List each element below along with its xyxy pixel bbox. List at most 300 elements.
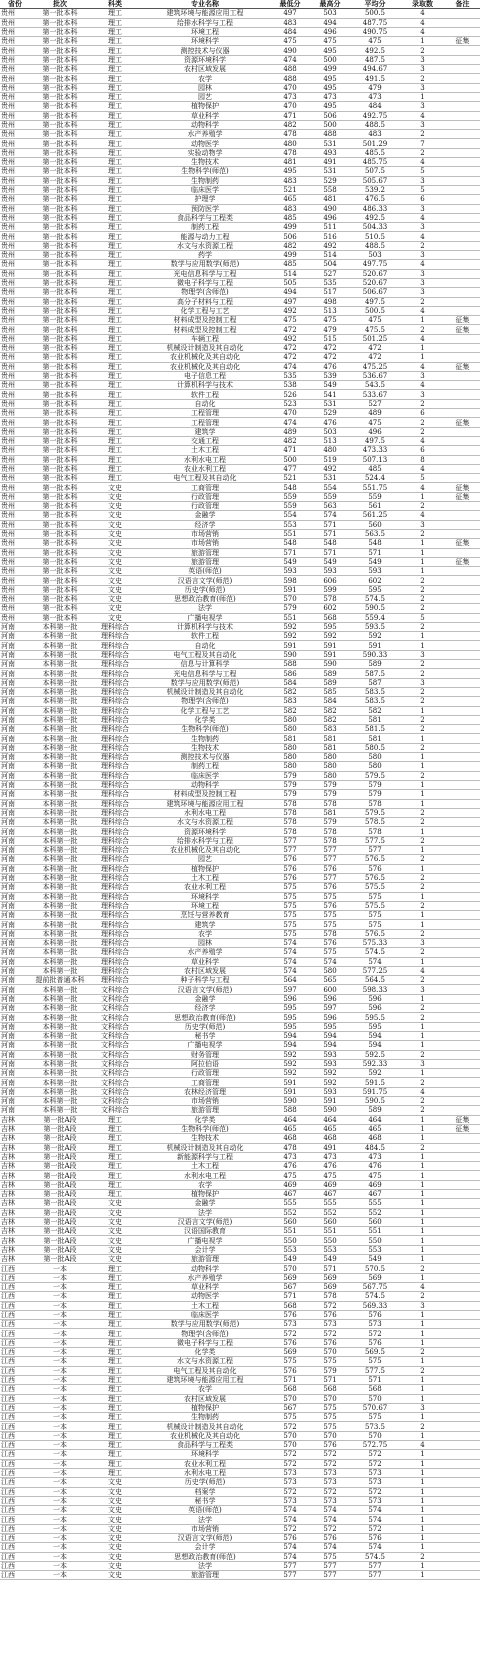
cell-batch: 第一批本科 (30, 362, 90, 371)
cell-admitted-count: 2 (400, 1004, 445, 1013)
cell-min-score: 472 (270, 343, 310, 352)
cell-batch: 本科第一批 (30, 827, 90, 836)
cell-max-score: 559 (310, 492, 350, 501)
cell-avg-score: 497.75 (350, 260, 400, 269)
table-row (0, 167, 480, 176)
table-row (0, 18, 480, 27)
cell-batch: 本科第一批 (30, 1022, 90, 1031)
cell-max-score: 594 (310, 1031, 350, 1040)
cell-remark (445, 529, 480, 538)
table-row (0, 743, 480, 752)
cell-admitted-count: 1 (400, 892, 445, 901)
cell-min-score: 575 (270, 1413, 310, 1422)
cell-avg-score: 590.33 (350, 650, 400, 659)
cell-remark (445, 502, 480, 511)
cell-min-score: 597 (270, 985, 310, 994)
table-row (0, 269, 480, 278)
cell-batch: 本科第一批 (30, 753, 90, 762)
cell-major: 思想政治教育(师范) (140, 1552, 270, 1561)
cell-min-score: 485 (270, 260, 310, 269)
cell-province: 吉林 (0, 1190, 30, 1199)
cell-major: 历史学(师范) (140, 1478, 270, 1487)
cell-batch: 一本 (30, 1413, 90, 1422)
cell-max-score: 577 (310, 1561, 350, 1570)
cell-major: 预防医学 (140, 204, 270, 213)
cell-remark: 征集 (445, 325, 480, 334)
cell-province: 河南 (0, 836, 30, 845)
table-row (0, 1134, 480, 1143)
table-row (0, 1236, 480, 1245)
cell-avg-score: 476.5 (350, 195, 400, 204)
cell-category: 理工 (90, 1441, 140, 1450)
cell-avg-score: 567.75 (350, 1282, 400, 1291)
cell-min-score: 586 (270, 669, 310, 678)
cell-admitted-count: 2 (400, 836, 445, 845)
table-row (0, 213, 480, 222)
cell-admitted-count: 4 (400, 381, 445, 390)
cell-province: 河南 (0, 743, 30, 752)
cell-max-score: 572 (310, 1301, 350, 1310)
cell-avg-score: 539.2 (350, 185, 400, 194)
cell-category: 理工 (90, 111, 140, 120)
cell-min-score: 569 (270, 1273, 310, 1282)
cell-province: 贵州 (0, 409, 30, 418)
cell-major: 历史学(师范) (140, 585, 270, 594)
cell-batch: 一本 (30, 1394, 90, 1403)
cell-remark (445, 585, 480, 594)
cell-avg-score: 570.67 (350, 1403, 400, 1412)
table-row (0, 158, 480, 167)
cell-min-score: 590 (270, 650, 310, 659)
cell-avg-score: 590.5 (350, 1097, 400, 1106)
cell-max-score: 581 (310, 734, 350, 743)
cell-category: 文史 (90, 539, 140, 548)
cell-min-score: 584 (270, 678, 310, 687)
cell-min-score: 572 (270, 1487, 310, 1496)
cell-avg-score: 487.75 (350, 18, 400, 27)
cell-avg-score: 483 (350, 130, 400, 139)
cell-batch: 第一批本科 (30, 343, 90, 352)
table-row (0, 715, 480, 724)
cell-max-score: 577 (310, 855, 350, 864)
cell-batch: 第一批本科 (30, 74, 90, 83)
cell-max-score: 476 (310, 418, 350, 427)
cell-remark (445, 901, 480, 910)
cell-batch: 本科第一批 (30, 669, 90, 678)
cell-remark (445, 994, 480, 1003)
header-admitted-count: 录取数 (400, 0, 445, 9)
cell-province: 贵州 (0, 436, 30, 445)
cell-avg-score: 577.25 (350, 966, 400, 975)
cell-remark (445, 371, 480, 380)
cell-major: 微电子科学与工程 (140, 1338, 270, 1347)
cell-remark (445, 911, 480, 920)
cell-avg-score: 497.5 (350, 297, 400, 306)
table-row (0, 771, 480, 780)
cell-remark (445, 1413, 480, 1422)
cell-major: 数学与应用数学(师范) (140, 678, 270, 687)
cell-admitted-count: 5 (400, 474, 445, 483)
cell-remark (445, 650, 480, 659)
cell-province: 江西 (0, 1478, 30, 1487)
cell-min-score: 576 (270, 855, 310, 864)
table-row (0, 223, 480, 232)
cell-max-score: 578 (310, 1292, 350, 1301)
cell-category: 理工 (90, 1180, 140, 1189)
table-row (0, 1524, 480, 1533)
cell-category: 文史 (90, 604, 140, 613)
cell-min-score: 580 (270, 725, 310, 734)
cell-province: 河南 (0, 827, 30, 836)
cell-max-score: 573 (310, 1496, 350, 1505)
table-row (0, 539, 480, 548)
cell-max-score: 574 (310, 1515, 350, 1524)
cell-major: 环境科学 (140, 892, 270, 901)
cell-province: 河南 (0, 734, 30, 743)
cell-category: 文史 (90, 1208, 140, 1217)
cell-batch: 第一批本科 (30, 306, 90, 315)
cell-max-score: 576 (310, 1310, 350, 1319)
cell-avg-score: 550 (350, 1236, 400, 1245)
cell-max-score: 576 (310, 864, 350, 873)
cell-province: 贵州 (0, 399, 30, 408)
cell-min-score: 488 (270, 74, 310, 83)
cell-max-score: 585 (310, 687, 350, 696)
cell-remark (445, 27, 480, 36)
cell-max-score: 476 (310, 362, 350, 371)
cell-min-score: 465 (270, 195, 310, 204)
cell-batch: 第一批本科 (30, 288, 90, 297)
cell-batch: 第一批A段 (30, 1217, 90, 1226)
table-row (0, 1422, 480, 1431)
table-row (0, 669, 480, 678)
cell-min-score: 592 (270, 632, 310, 641)
cell-province: 贵州 (0, 362, 30, 371)
cell-admitted-count: 3 (400, 65, 445, 74)
header-min-score: 最低分 (270, 0, 310, 9)
cell-major: 农业机械化及其自动化 (140, 362, 270, 371)
cell-batch: 第一批本科 (30, 297, 90, 306)
cell-remark (445, 390, 480, 399)
cell-avg-score: 475.25 (350, 362, 400, 371)
cell-major: 自动化 (140, 641, 270, 650)
cell-admitted-count: 2 (400, 948, 445, 957)
cell-remark (445, 1217, 480, 1226)
table-row (0, 83, 480, 92)
cell-category: 理工 (90, 297, 140, 306)
cell-avg-score: 551.75 (350, 483, 400, 492)
cell-category: 文科综合 (90, 1031, 140, 1040)
cell-max-score: 531 (310, 139, 350, 148)
cell-batch: 第一批本科 (30, 65, 90, 74)
cell-admitted-count: 2 (400, 697, 445, 706)
table-row (0, 1208, 480, 1217)
cell-avg-score: 467 (350, 1190, 400, 1199)
cell-province: 贵州 (0, 102, 30, 111)
cell-admitted-count: 1 (400, 539, 445, 548)
cell-remark (445, 1292, 480, 1301)
cell-province: 贵州 (0, 381, 30, 390)
cell-major: 旅游管理 (140, 1106, 270, 1115)
cell-admitted-count: 3 (400, 1301, 445, 1310)
cell-batch: 第一批A段 (30, 1199, 90, 1208)
cell-admitted-count: 3 (400, 204, 445, 213)
cell-batch: 本科第一批 (30, 1097, 90, 1106)
cell-major: 交通工程 (140, 436, 270, 445)
cell-remark (445, 130, 480, 139)
cell-admitted-count: 1 (400, 353, 445, 362)
cell-major: 工程管理 (140, 418, 270, 427)
cell-category: 理科综合 (90, 678, 140, 687)
cell-major: 财务管理 (140, 1050, 270, 1059)
table-row (0, 1450, 480, 1459)
cell-avg-score: 494.67 (350, 65, 400, 74)
cell-admitted-count: 2 (400, 1422, 445, 1431)
cell-avg-score: 555 (350, 1199, 400, 1208)
cell-min-score: 567 (270, 1282, 310, 1291)
cell-avg-score: 496 (350, 427, 400, 436)
cell-category: 理工 (90, 1124, 140, 1133)
cell-max-score: 480 (310, 446, 350, 455)
cell-avg-score: 500.5 (350, 9, 400, 18)
cell-category: 理工 (90, 1171, 140, 1180)
cell-min-score: 598 (270, 576, 310, 585)
cell-avg-score: 543.5 (350, 381, 400, 390)
cell-admitted-count: 2 (400, 687, 445, 696)
cell-admitted-count: 1 (400, 1124, 445, 1133)
cell-remark (445, 985, 480, 994)
cell-batch: 第一批A段 (30, 1236, 90, 1245)
table-row (0, 799, 480, 808)
cell-avg-score: 572.75 (350, 1441, 400, 1450)
cell-remark (445, 1441, 480, 1450)
cell-min-score: 576 (270, 873, 310, 882)
cell-province: 河南 (0, 1031, 30, 1040)
cell-avg-score: 476 (350, 1162, 400, 1171)
cell-category: 理工 (90, 399, 140, 408)
cell-batch: 本科第一批 (30, 622, 90, 631)
cell-admitted-count: 1 (400, 1385, 445, 1394)
table-row (0, 362, 480, 371)
table-row (0, 1292, 480, 1301)
cell-category: 理工 (90, 325, 140, 334)
cell-remark (445, 678, 480, 687)
cell-remark (445, 139, 480, 148)
table-row (0, 1180, 480, 1189)
cell-province: 江西 (0, 1292, 30, 1301)
cell-max-score: 595 (310, 622, 350, 631)
cell-min-score: 574 (270, 1543, 310, 1552)
cell-major: 工程管理 (140, 409, 270, 418)
cell-max-score: 581 (310, 808, 350, 817)
cell-major: 食品科学与工程类 (140, 213, 270, 222)
cell-major: 生物科学(师范) (140, 1124, 270, 1133)
cell-max-score: 571 (310, 1375, 350, 1384)
cell-major: 土木工程 (140, 446, 270, 455)
cell-min-score: 575 (270, 1357, 310, 1366)
cell-major: 农业水利工程 (140, 1459, 270, 1468)
cell-batch: 第一批本科 (30, 455, 90, 464)
table-row (0, 27, 480, 36)
cell-admitted-count: 3 (400, 1059, 445, 1068)
cell-admitted-count: 1 (400, 632, 445, 641)
cell-category: 理工 (90, 139, 140, 148)
cell-remark (445, 260, 480, 269)
table-row (0, 1004, 480, 1013)
table-row (0, 1190, 480, 1199)
cell-category: 理工 (90, 232, 140, 241)
cell-min-score: 564 (270, 976, 310, 985)
cell-batch: 提前批普通本科 (30, 976, 90, 985)
cell-min-score: 473 (270, 1152, 310, 1161)
cell-category: 文史 (90, 1487, 140, 1496)
cell-admitted-count: 1 (400, 799, 445, 808)
cell-min-score: 535 (270, 371, 310, 380)
cell-max-score: 571 (310, 529, 350, 538)
cell-major: 工商管理 (140, 1078, 270, 1087)
cell-avg-score: 524.4 (350, 474, 400, 483)
cell-category: 文史 (90, 1515, 140, 1524)
cell-min-score: 579 (270, 604, 310, 613)
cell-max-score: 575 (310, 920, 350, 929)
cell-remark (445, 1041, 480, 1050)
table-row (0, 892, 480, 901)
cell-category: 理工 (90, 1162, 140, 1171)
cell-avg-score: 507.5 (350, 167, 400, 176)
cell-major: 市场营销 (140, 529, 270, 538)
cell-max-score: 572 (310, 1329, 350, 1338)
cell-max-score: 596 (310, 1013, 350, 1022)
cell-batch: 一本 (30, 1403, 90, 1412)
cell-province: 吉林 (0, 1199, 30, 1208)
cell-major: 园艺 (140, 855, 270, 864)
cell-category: 理科综合 (90, 827, 140, 836)
table-row (0, 241, 480, 250)
cell-major: 环境科学 (140, 37, 270, 46)
cell-remark (445, 92, 480, 101)
cell-avg-score: 489 (350, 409, 400, 418)
cell-major: 金融学 (140, 511, 270, 520)
cell-major: 草业科学 (140, 111, 270, 120)
cell-province: 贵州 (0, 27, 30, 36)
cell-batch: 一本 (30, 1357, 90, 1366)
cell-min-score: 470 (270, 83, 310, 92)
cell-min-score: 574 (270, 966, 310, 975)
cell-major: 阿拉伯语 (140, 1059, 270, 1068)
header-max-score: 最高分 (310, 0, 350, 9)
cell-category: 文史 (90, 1543, 140, 1552)
table-row (0, 557, 480, 566)
cell-avg-score: 549 (350, 1255, 400, 1264)
cell-avg-score: 503 (350, 251, 400, 260)
cell-max-score: 576 (310, 1338, 350, 1347)
cell-batch: 第一批A段 (30, 1162, 90, 1171)
cell-max-score: 468 (310, 1134, 350, 1143)
cell-admitted-count: 2 (400, 1348, 445, 1357)
cell-major: 法学 (140, 1561, 270, 1570)
cell-category: 理工 (90, 1338, 140, 1347)
cell-major: 化学类 (140, 715, 270, 724)
cell-avg-score: 569 (350, 1273, 400, 1282)
cell-avg-score: 576 (350, 1338, 400, 1347)
cell-category: 理工 (90, 55, 140, 64)
cell-major: 英语(师范) (140, 567, 270, 576)
table-row (0, 762, 480, 771)
cell-major: 行政管理 (140, 492, 270, 501)
cell-major: 水文与水资源工程 (140, 241, 270, 250)
table-row (0, 1059, 480, 1068)
cell-avg-score: 574 (350, 957, 400, 966)
cell-province: 贵州 (0, 288, 30, 297)
cell-min-score: 495 (270, 167, 310, 176)
cell-admitted-count: 8 (400, 455, 445, 464)
cell-max-score: 529 (310, 176, 350, 185)
cell-batch: 一本 (30, 1478, 90, 1487)
cell-province: 河南 (0, 641, 30, 650)
cell-admitted-count: 2 (400, 669, 445, 678)
cell-admitted-count: 1 (400, 753, 445, 762)
cell-batch: 本科第一批 (30, 780, 90, 789)
cell-admitted-count: 1 (400, 1245, 445, 1254)
cell-avg-score: 581 (350, 734, 400, 743)
cell-remark (445, 381, 480, 390)
table-row (0, 595, 480, 604)
cell-province: 吉林 (0, 1162, 30, 1171)
cell-avg-score: 576.5 (350, 855, 400, 864)
cell-avg-score: 575.5 (350, 883, 400, 892)
cell-min-score: 571 (270, 1375, 310, 1384)
cell-min-score: 552 (270, 1208, 310, 1217)
cell-remark (445, 1143, 480, 1152)
cell-max-score: 597 (310, 1004, 350, 1013)
cell-remark (445, 1087, 480, 1096)
cell-min-score: 576 (270, 864, 310, 873)
cell-min-score: 482 (270, 436, 310, 445)
cell-min-score: 560 (270, 1217, 310, 1226)
cell-category: 理工 (90, 1431, 140, 1440)
cell-major: 水产养殖学 (140, 1273, 270, 1282)
cell-major: 计算机科学与技术 (140, 381, 270, 390)
cell-category: 理工 (90, 427, 140, 436)
cell-admitted-count: 1 (400, 37, 445, 46)
cell-category: 理工 (90, 260, 140, 269)
cell-batch: 第一批本科 (30, 167, 90, 176)
cell-category: 理科综合 (90, 855, 140, 864)
cell-remark (445, 9, 480, 18)
cell-avg-score: 492.75 (350, 111, 400, 120)
cell-avg-score: 497.5 (350, 436, 400, 445)
cell-batch: 一本 (30, 1338, 90, 1347)
cell-avg-score: 587 (350, 678, 400, 687)
cell-max-score: 472 (310, 343, 350, 352)
table-row (0, 185, 480, 194)
cell-remark (445, 753, 480, 762)
cell-category: 文科综合 (90, 1078, 140, 1087)
table-row (0, 976, 480, 985)
cell-max-score: 504 (310, 260, 350, 269)
cell-admitted-count: 4 (400, 511, 445, 520)
cell-batch: 一本 (30, 1524, 90, 1533)
cell-avg-score: 472 (350, 353, 400, 362)
cell-batch: 本科第一批 (30, 966, 90, 975)
cell-batch: 本科第一批 (30, 799, 90, 808)
cell-remark (445, 185, 480, 194)
cell-batch: 第一批A段 (30, 1171, 90, 1180)
table-row (0, 1515, 480, 1524)
cell-remark (445, 1561, 480, 1570)
cell-category: 理科综合 (90, 864, 140, 873)
cell-min-score: 470 (270, 409, 310, 418)
